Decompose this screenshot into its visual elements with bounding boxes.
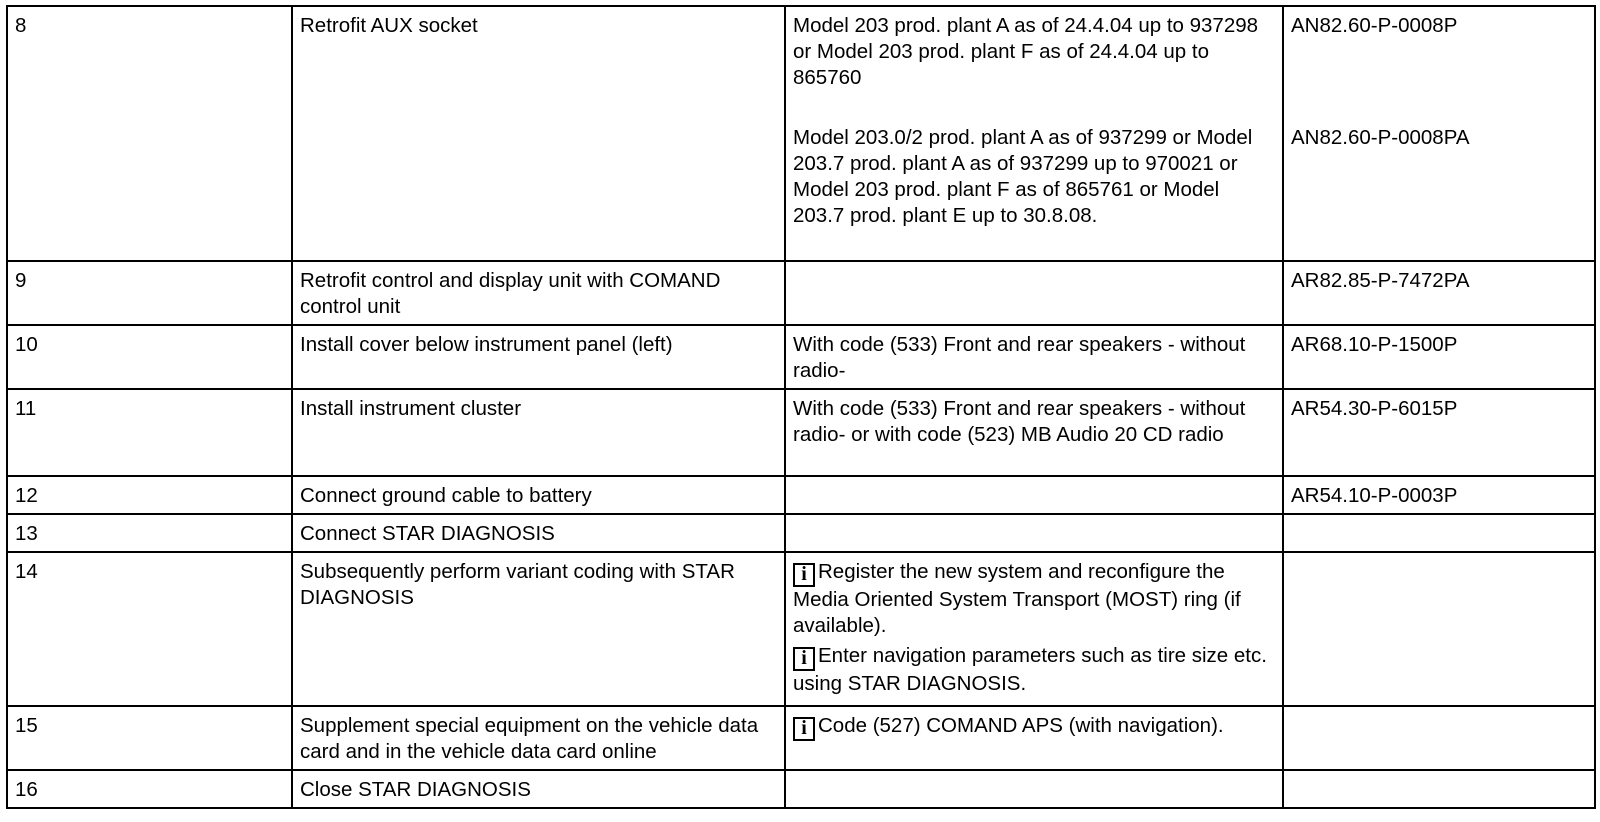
condition-text: Model 203.0/2 prod. plant A as of 937299 or Model 203.7 prod. plant A as of 937299 up to 970021 or Model 203 prod. plant F as of 865761 or Model 203.7 prod. plant E up to 30.8.08. xyxy=(793,126,1253,227)
reference-link[interactable]: AR54.10-P-0003P xyxy=(1291,484,1458,507)
step-action: Subsequently perform variant coding with STAR DIAGNOSIS xyxy=(292,552,785,706)
info-note xyxy=(793,643,1275,697)
table-row xyxy=(7,514,1595,552)
info-note-text: Code (527) COMAND APS (with navigation). xyxy=(818,714,1224,737)
step-action: Close STAR DIAGNOSIS xyxy=(292,770,785,808)
step-condition xyxy=(785,476,1283,514)
step-action: Connect ground cable to battery xyxy=(292,476,785,514)
table-row xyxy=(7,476,1595,514)
info-note xyxy=(793,559,1275,639)
step-action: Supplement special equipment on the vehicle data card and in the vehicle data card online xyxy=(292,706,785,770)
step-action: Install cover below instrument panel (left) xyxy=(292,325,785,389)
step-reference xyxy=(1283,476,1595,514)
step-action: Install instrument cluster xyxy=(292,389,785,476)
table-row xyxy=(7,770,1595,808)
step-reference xyxy=(1283,770,1595,808)
step-reference xyxy=(1283,6,1595,261)
reference-link[interactable]: AR54.30-P-6015P xyxy=(1291,397,1458,420)
condition-text: Model 203 prod. plant A as of 24.4.04 up to 937298 or Model 203 prod. plant F as of 24.4.04 up to 865760 xyxy=(793,14,1259,89)
step-reference xyxy=(1283,552,1595,706)
step-condition xyxy=(785,514,1283,552)
step-condition: With code (533) Front and rear speakers - without radio- or with code (523) MB Audio 20 CD radio xyxy=(785,389,1283,476)
reference-link[interactable]: AR68.10-P-1500P xyxy=(1291,333,1458,356)
step-action: Retrofit AUX socket xyxy=(292,6,785,261)
step-reference xyxy=(1283,389,1595,476)
step-number: 12 xyxy=(7,476,292,514)
info-note-text: Enter navigation parameters such as tire size etc. using STAR DIAGNOSIS. xyxy=(793,644,1267,695)
step-condition xyxy=(785,6,1283,261)
step-reference xyxy=(1283,706,1595,770)
table-row xyxy=(7,706,1595,770)
step-number: 15 xyxy=(7,706,292,770)
step-number: 11 xyxy=(7,389,292,476)
step-reference xyxy=(1283,514,1595,552)
step-number: 16 xyxy=(7,770,292,808)
info-icon: i xyxy=(793,563,815,587)
step-condition xyxy=(785,552,1283,706)
step-number: 13 xyxy=(7,514,292,552)
step-condition xyxy=(785,770,1283,808)
info-icon: i xyxy=(793,717,815,741)
table-row xyxy=(7,389,1595,476)
step-number: 14 xyxy=(7,552,292,706)
step-number: 10 xyxy=(7,325,292,389)
reference-link[interactable]: AR82.85-P-7472PA xyxy=(1291,269,1470,292)
step-number: 8 xyxy=(7,6,292,261)
info-note-text: Register the new system and reconfigure the Media Oriented System Transport (MOST) ring (if available). xyxy=(793,560,1241,637)
step-reference xyxy=(1283,261,1595,325)
step-condition xyxy=(785,706,1283,770)
info-icon: i xyxy=(793,647,815,671)
step-action: Connect STAR DIAGNOSIS xyxy=(292,514,785,552)
procedure-table xyxy=(6,5,1596,809)
step-action: Retrofit control and display unit with COMAND control unit xyxy=(292,261,785,325)
step-condition: With code (533) Front and rear speakers - without radio- xyxy=(785,325,1283,389)
reference-link[interactable]: AN82.60-P-0008P xyxy=(1291,14,1458,37)
reference-link[interactable]: AN82.60-P-0008PA xyxy=(1291,126,1470,149)
step-reference xyxy=(1283,325,1595,389)
table-row xyxy=(7,6,1595,261)
table-row xyxy=(7,552,1595,706)
table-row xyxy=(7,325,1595,389)
table-row xyxy=(7,261,1595,325)
step-condition xyxy=(785,261,1283,325)
step-number: 9 xyxy=(7,261,292,325)
info-note xyxy=(793,713,1275,741)
